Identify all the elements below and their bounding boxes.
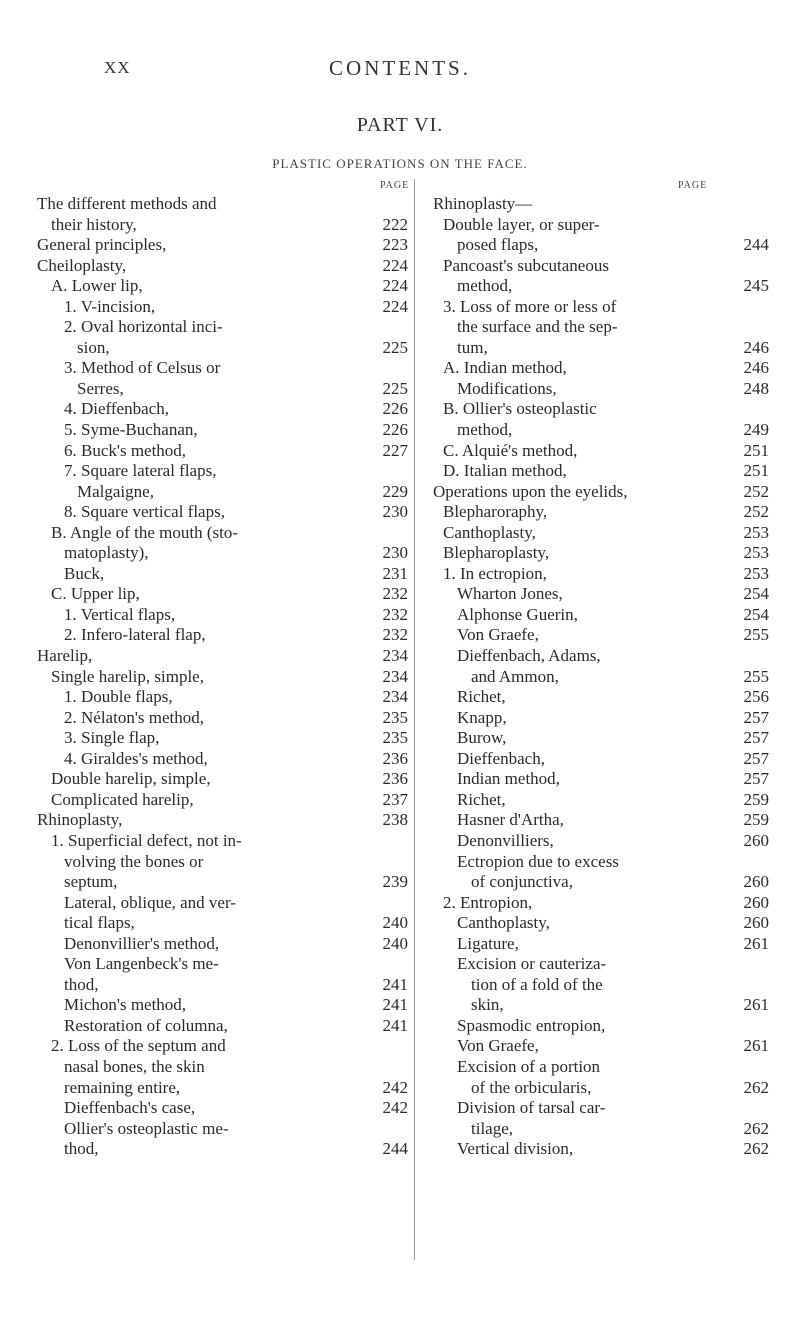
- toc-entry-text: of the orbicularis,: [471, 1077, 592, 1097]
- toc-entry-text: 1. In ectropion,: [443, 563, 547, 583]
- toc-entry: [37, 831, 408, 852]
- toc-entry: [37, 810, 408, 831]
- toc-entry-page: 254: [743, 604, 769, 624]
- toc-entry: [433, 235, 769, 256]
- toc-entry-text: 4. Giraldes's method,: [64, 748, 208, 768]
- toc-entry: [433, 749, 769, 770]
- left-toc-column: [37, 194, 408, 1160]
- toc-entry-page: 244: [382, 1139, 408, 1159]
- toc-entry-page: 255: [743, 666, 769, 686]
- toc-entry: [433, 975, 769, 996]
- toc-entry: [37, 708, 408, 729]
- toc-entry: [433, 502, 769, 523]
- toc-entry-page: 241: [382, 995, 408, 1015]
- toc-entry: [433, 1057, 769, 1078]
- toc-entry-text: 1. Vertical flaps,: [64, 604, 176, 624]
- toc-entry-page: 234: [382, 646, 408, 666]
- toc-entry-text: Lateral, oblique, and ver-: [64, 892, 236, 912]
- toc-entry: [37, 379, 408, 400]
- toc-entry-page: 222: [382, 214, 408, 234]
- toc-entry-text: Buck,: [64, 563, 105, 583]
- toc-entry-page: 261: [743, 933, 769, 953]
- toc-entry-text: B. Ollier's osteoplastic: [443, 399, 597, 419]
- toc-entry: [433, 317, 769, 338]
- toc-entry: [433, 523, 769, 544]
- toc-entry-text: Excision of a portion: [457, 1056, 601, 1076]
- toc-entry-text: Von Langenbeck's me-: [64, 954, 219, 974]
- toc-entry-page: 232: [382, 584, 408, 604]
- toc-entry-page: 257: [743, 748, 769, 768]
- toc-entry-text: Dieffenbach,: [457, 748, 545, 768]
- toc-entry: [37, 893, 408, 914]
- toc-entry: [37, 852, 408, 873]
- toc-entry-text: 6. Buck's method,: [64, 440, 187, 460]
- toc-entry: [37, 1139, 408, 1160]
- toc-entry: [37, 502, 408, 523]
- toc-entry: [433, 852, 769, 873]
- toc-entry: [433, 625, 769, 646]
- toc-entry-text: Burow,: [457, 728, 507, 748]
- toc-entry-text: tion of a fold of the: [471, 974, 603, 994]
- toc-entry: [433, 667, 769, 688]
- toc-entry: [37, 687, 408, 708]
- toc-entry: [37, 543, 408, 564]
- toc-entry: [37, 934, 408, 955]
- toc-entry: [37, 646, 408, 667]
- toc-entry: [433, 831, 769, 852]
- toc-entry-page: 230: [382, 543, 408, 563]
- toc-entry: [433, 646, 769, 667]
- toc-entry-page: 249: [743, 420, 769, 440]
- toc-entry-text: sion,: [77, 337, 110, 357]
- toc-entry-page: 240: [382, 933, 408, 953]
- toc-entry-text: Dieffenbach, Adams,: [457, 646, 601, 666]
- toc-entry-page: 240: [382, 913, 408, 933]
- toc-entry-page: 245: [743, 276, 769, 296]
- toc-entry-text: Ollier's osteoplastic me-: [64, 1118, 229, 1138]
- toc-entry: [433, 605, 769, 626]
- toc-entry-page: 259: [743, 810, 769, 830]
- toc-entry: [433, 687, 769, 708]
- toc-entry: [433, 194, 769, 215]
- toc-entry-page: 244: [743, 235, 769, 255]
- toc-entry: [37, 1036, 408, 1057]
- toc-entry-page: 260: [743, 892, 769, 912]
- toc-entry-page: 253: [743, 522, 769, 542]
- toc-entry: [433, 276, 769, 297]
- toc-entry-text: 4. Dieffenbach,: [64, 399, 169, 419]
- toc-entry-text: Harelip,: [37, 646, 93, 666]
- toc-entry-page: 242: [382, 1098, 408, 1118]
- left-page-column-label: PAGE: [380, 180, 410, 191]
- toc-entry-page: 226: [382, 420, 408, 440]
- toc-entry-page: 225: [382, 337, 408, 357]
- toc-entry: [37, 749, 408, 770]
- toc-entry: [37, 297, 408, 318]
- toc-entry: [433, 441, 769, 462]
- toc-entry: [37, 256, 408, 277]
- toc-entry-page: 257: [743, 769, 769, 789]
- toc-entry: [433, 1078, 769, 1099]
- toc-entry-text: 2. Loss of the septum and: [51, 1036, 226, 1056]
- toc-entry-text: C. Alquié's method,: [443, 440, 578, 460]
- toc-entry-page: 239: [382, 872, 408, 892]
- toc-entry-page: 226: [382, 399, 408, 419]
- toc-entry-text: Hasner d'Artha,: [457, 810, 564, 830]
- toc-entry-text: B. Angle of the mouth (sto-: [51, 522, 238, 542]
- toc-entry-page: 262: [743, 1077, 769, 1097]
- toc-entry: [37, 975, 408, 996]
- toc-entry-text: remaining entire,: [64, 1077, 181, 1097]
- toc-entry-text: A. Indian method,: [443, 358, 567, 378]
- running-header: CONTENTS.: [329, 56, 471, 80]
- toc-entry-page: 256: [743, 687, 769, 707]
- toc-entry-page: 237: [382, 789, 408, 809]
- toc-entry: [433, 913, 769, 934]
- toc-entry: [433, 564, 769, 585]
- toc-entry-text: Dieffenbach's case,: [64, 1098, 196, 1118]
- toc-entry: [433, 1119, 769, 1140]
- toc-entry-text: Canthoplasty,: [457, 913, 550, 933]
- toc-entry: [37, 1078, 408, 1099]
- toc-entry-page: 224: [382, 276, 408, 296]
- toc-entry: [37, 317, 408, 338]
- toc-entry-text: of conjunctiva,: [471, 872, 573, 892]
- toc-entry: [37, 584, 408, 605]
- toc-entry-text: tical flaps,: [64, 913, 135, 933]
- toc-entry-text: 8. Square vertical flaps,: [64, 502, 225, 522]
- toc-entry-text: 3. Single flap,: [64, 728, 160, 748]
- toc-entry: [433, 934, 769, 955]
- toc-entry-text: Denonvillier's method,: [64, 933, 220, 953]
- toc-entry: [37, 215, 408, 236]
- toc-entry-page: 241: [382, 974, 408, 994]
- toc-entry: [37, 461, 408, 482]
- toc-entry-page: 252: [743, 481, 769, 501]
- toc-entry-text: Serres,: [77, 378, 124, 398]
- toc-entry-text: posed flaps,: [457, 235, 539, 255]
- toc-entry: [433, 461, 769, 482]
- toc-entry-page: 262: [743, 1118, 769, 1138]
- toc-entry: [433, 338, 769, 359]
- toc-entry-text: 5. Syme-Buchanan,: [64, 420, 198, 440]
- toc-entry-page: 246: [743, 337, 769, 357]
- toc-entry: [37, 194, 408, 215]
- toc-entry: [37, 564, 408, 585]
- toc-entry-text: method,: [457, 420, 513, 440]
- toc-entry: [37, 667, 408, 688]
- toc-entry-text: their history,: [51, 214, 137, 234]
- toc-entry-page: 257: [743, 707, 769, 727]
- toc-entry: [37, 872, 408, 893]
- toc-entry-page: 242: [382, 1077, 408, 1097]
- toc-entry-text: 3. Loss of more or less of: [443, 296, 617, 316]
- toc-entry: [37, 399, 408, 420]
- toc-entry: [37, 954, 408, 975]
- toc-entry-text: The different methods and: [37, 194, 217, 213]
- toc-entry-text: D. Italian method,: [443, 461, 567, 481]
- toc-entry-text: Von Graefe,: [457, 625, 539, 645]
- toc-entry: [433, 584, 769, 605]
- toc-entry-text: Pancoast's subcutaneous: [443, 255, 609, 275]
- toc-entry-page: 232: [382, 604, 408, 624]
- toc-entry-page: 248: [743, 378, 769, 398]
- toc-entry-text: General principles,: [37, 235, 167, 255]
- toc-entry-text: Ligature,: [457, 933, 519, 953]
- toc-entry-text: thod,: [64, 974, 99, 994]
- toc-entry-page: 257: [743, 728, 769, 748]
- toc-entry-page: 234: [382, 687, 408, 707]
- toc-entry-text: volving the bones or: [64, 851, 204, 871]
- toc-entry-page: 232: [382, 625, 408, 645]
- toc-entry-text: skin,: [471, 995, 504, 1015]
- toc-entry: [433, 1036, 769, 1057]
- toc-entry: [433, 399, 769, 420]
- toc-entry-page: 238: [382, 810, 408, 830]
- part-title: PART VI.: [356, 114, 444, 136]
- toc-entry-text: Indian method,: [457, 769, 560, 789]
- toc-entry-page: 234: [382, 666, 408, 686]
- toc-entry-page: 261: [743, 995, 769, 1015]
- toc-entry: [37, 338, 408, 359]
- toc-entry-text: Double layer, or super-: [443, 214, 600, 234]
- toc-entry-text: C. Upper lip,: [51, 584, 140, 604]
- toc-entry: [433, 995, 769, 1016]
- toc-entry-text: Rhinoplasty,: [37, 810, 123, 830]
- toc-entry: [37, 1057, 408, 1078]
- toc-entry-page: 253: [743, 543, 769, 563]
- toc-entry: [37, 769, 408, 790]
- toc-entry: [37, 441, 408, 462]
- page-numeral: XX: [104, 58, 131, 77]
- toc-entry-text: thod,: [64, 1139, 99, 1159]
- toc-entry-text: Operations upon the eyelids,: [433, 481, 628, 501]
- toc-entry-text: and Ammon,: [471, 666, 559, 686]
- column-divider: [414, 179, 415, 1260]
- toc-entry: [433, 708, 769, 729]
- section-title: PLASTIC OPERATIONS ON THE FACE.: [272, 156, 528, 171]
- toc-entry-text: Complicated harelip,: [51, 789, 194, 809]
- toc-entry-page: 251: [743, 461, 769, 481]
- toc-entry-page: 246: [743, 358, 769, 378]
- toc-entry-page: 261: [743, 1036, 769, 1056]
- toc-entry: [37, 276, 408, 297]
- toc-entry-text: Michon's method,: [64, 995, 187, 1015]
- toc-entry: [433, 872, 769, 893]
- toc-entry: [433, 1098, 769, 1119]
- toc-entry: [433, 790, 769, 811]
- toc-entry-text: Ectropion due to excess: [457, 851, 619, 871]
- toc-entry-page: 230: [382, 502, 408, 522]
- toc-entry-page: 255: [743, 625, 769, 645]
- toc-entry-text: Richet,: [457, 789, 506, 809]
- toc-entry: [433, 543, 769, 564]
- toc-entry: [37, 728, 408, 749]
- toc-entry-text: Canthoplasty,: [443, 522, 536, 542]
- toc-entry: [433, 810, 769, 831]
- toc-entry: [37, 1016, 408, 1037]
- toc-entry: [37, 235, 408, 256]
- toc-entry-text: nasal bones, the skin: [64, 1056, 205, 1076]
- toc-entry-text: Von Graefe,: [457, 1036, 539, 1056]
- toc-entry-text: 1. V-incision,: [64, 296, 156, 316]
- toc-entry-text: Blepharoraphy,: [443, 502, 548, 522]
- toc-entry-page: 227: [382, 440, 408, 460]
- toc-entry-page: 259: [743, 789, 769, 809]
- toc-entry: [433, 728, 769, 749]
- toc-entry-text: 2. Oval horizontal inci-: [64, 317, 223, 337]
- toc-entry-text: tilage,: [471, 1118, 514, 1138]
- toc-entry: [37, 420, 408, 441]
- toc-entry-text: Alphonse Guerin,: [457, 604, 578, 624]
- toc-entry-page: 262: [743, 1139, 769, 1159]
- toc-entry-text: Vertical division,: [457, 1139, 574, 1159]
- toc-entry-text: 2. Entropion,: [443, 892, 533, 912]
- toc-entry-page: 253: [743, 563, 769, 583]
- toc-entry-text: Cheiloplasty,: [37, 255, 127, 275]
- toc-entry-text: Spasmodic entropion,: [457, 1015, 606, 1035]
- toc-entry: [433, 954, 769, 975]
- toc-entry: [37, 482, 408, 503]
- toc-entry: [433, 215, 769, 236]
- toc-entry-text: tum,: [457, 337, 488, 357]
- toc-entry-text: septum,: [64, 872, 118, 892]
- toc-entry: [433, 358, 769, 379]
- toc-entry-text: Modifications,: [457, 378, 557, 398]
- toc-entry-text: Single harelip, simple,: [51, 666, 204, 686]
- toc-entry: [433, 420, 769, 441]
- toc-entry-page: 224: [382, 296, 408, 316]
- toc-entry-text: Division of tarsal car-: [457, 1098, 606, 1118]
- toc-entry-page: 235: [382, 707, 408, 727]
- toc-entry: [433, 893, 769, 914]
- toc-entry: [433, 1139, 769, 1160]
- toc-entry: [37, 913, 408, 934]
- toc-entry-page: 236: [382, 769, 408, 789]
- toc-entry-page: 260: [743, 872, 769, 892]
- toc-entry-text: 3. Method of Celsus or: [64, 358, 221, 378]
- toc-entry-page: 260: [743, 913, 769, 933]
- toc-entry-text: method,: [457, 276, 513, 296]
- toc-entry-text: A. Lower lip,: [51, 276, 143, 296]
- toc-entry-text: 2. Infero-lateral flap,: [64, 625, 206, 645]
- toc-entry-text: 2. Nélaton's method,: [64, 707, 204, 727]
- toc-entry: [37, 358, 408, 379]
- toc-entry: [433, 769, 769, 790]
- toc-entry: [37, 1119, 408, 1140]
- toc-entry-text: 1. Superficial defect, not in-: [51, 830, 242, 850]
- toc-entry-text: Richet,: [457, 687, 506, 707]
- toc-entry: [433, 256, 769, 277]
- toc-entry: [37, 790, 408, 811]
- toc-entry: [37, 605, 408, 626]
- toc-entry-page: 236: [382, 748, 408, 768]
- toc-entry-text: Malgaigne,: [77, 481, 154, 501]
- toc-entry: [433, 379, 769, 400]
- right-page-column-label: PAGE: [678, 180, 708, 191]
- toc-entry: [37, 523, 408, 544]
- toc-entry-text: matoplasty),: [64, 543, 149, 563]
- toc-entry-text: Restoration of columna,: [64, 1015, 228, 1035]
- toc-entry-page: 252: [743, 502, 769, 522]
- toc-entry-text: Double harelip, simple,: [51, 769, 211, 789]
- toc-entry-text: Excision or cauteriza-: [457, 954, 607, 974]
- toc-entry: [37, 1098, 408, 1119]
- toc-entry-page: 225: [382, 378, 408, 398]
- toc-entry-page: 260: [743, 830, 769, 850]
- right-toc-column: [433, 194, 769, 1160]
- toc-entry-text: 7. Square lateral flaps,: [64, 461, 217, 481]
- toc-entry-page: 231: [382, 563, 408, 583]
- toc-entry-text: Rhinoplasty—: [433, 194, 533, 213]
- toc-entry-text: 1. Double flaps,: [64, 687, 173, 707]
- toc-entry-text: Wharton Jones,: [457, 584, 563, 604]
- toc-entry: [433, 1016, 769, 1037]
- toc-entry-text: Knapp,: [457, 707, 507, 727]
- toc-entry: [37, 625, 408, 646]
- toc-entry-page: 229: [382, 481, 408, 501]
- toc-entry: [433, 482, 769, 503]
- toc-entry-page: 224: [382, 255, 408, 275]
- toc-entry-page: 235: [382, 728, 408, 748]
- toc-entry-page: 241: [382, 1015, 408, 1035]
- toc-entry-text: Denonvilliers,: [457, 830, 554, 850]
- toc-entry-page: 254: [743, 584, 769, 604]
- toc-entry: [433, 297, 769, 318]
- toc-entry-text: Blepharoplasty,: [443, 543, 550, 563]
- toc-entry-page: 251: [743, 440, 769, 460]
- toc-entry-text: the surface and the sep-: [457, 317, 618, 337]
- toc-entry-page: 223: [382, 235, 408, 255]
- toc-entry: [37, 995, 408, 1016]
